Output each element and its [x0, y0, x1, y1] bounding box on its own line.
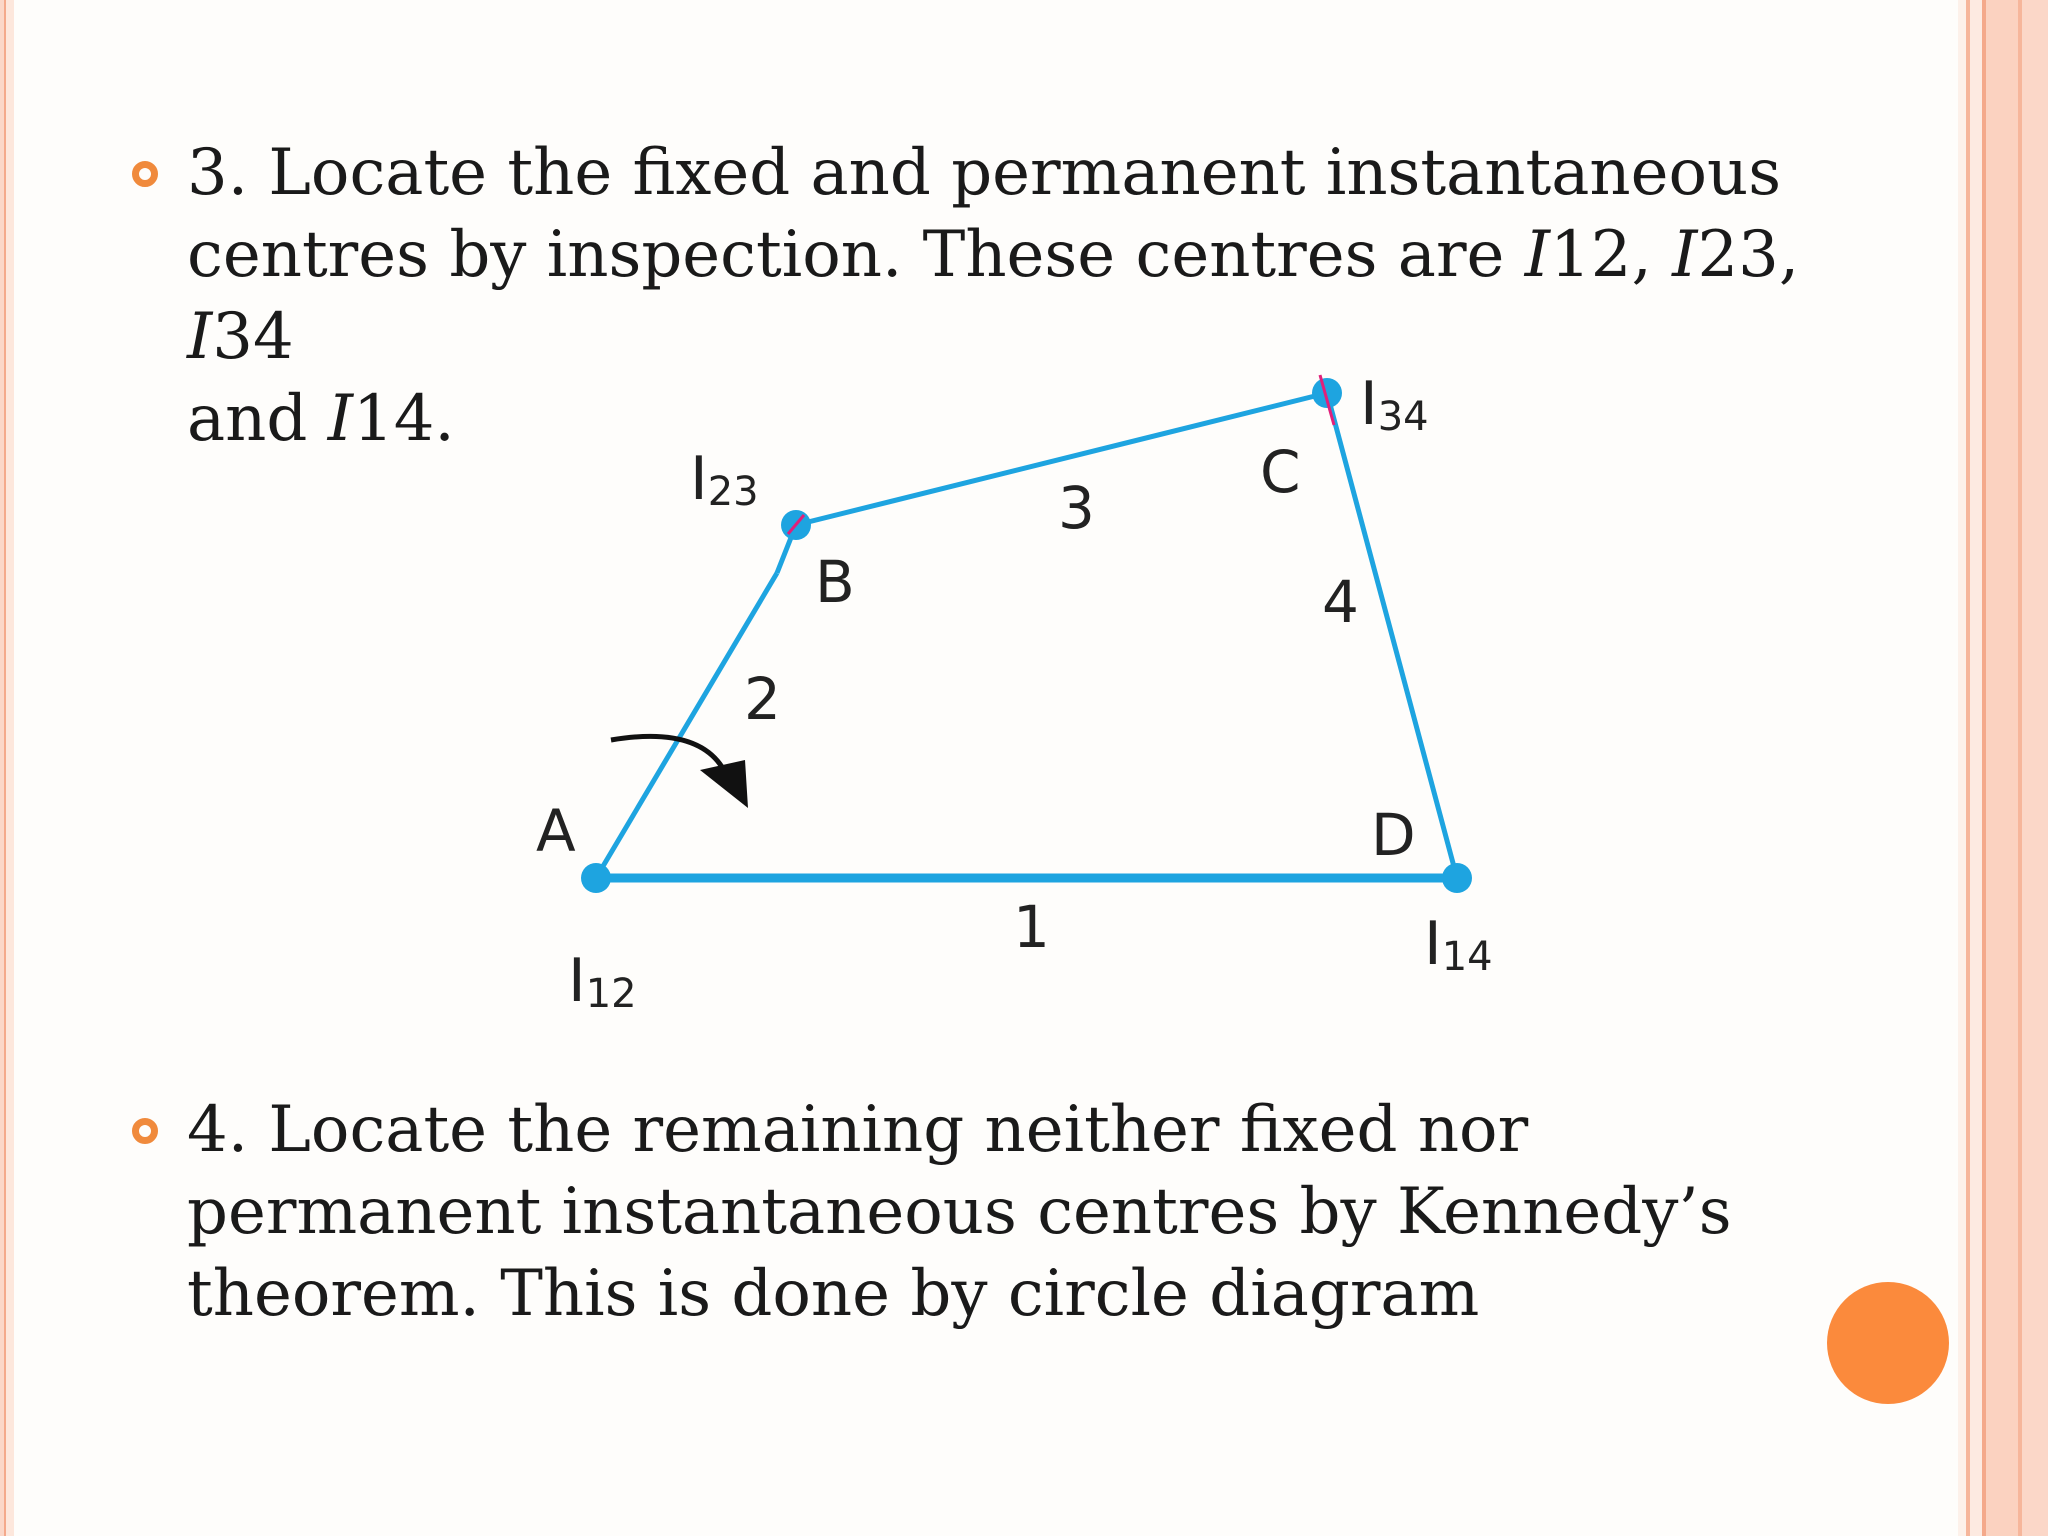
- centre-number: 34: [212, 300, 294, 374]
- centre-symbol: I: [327, 382, 353, 456]
- point-label-a: A: [536, 797, 576, 865]
- centre-label-i23: I23: [690, 444, 759, 515]
- accent-dot: [1827, 1282, 1949, 1404]
- pin-a: [581, 863, 611, 893]
- bullet-text-join: and: [187, 382, 328, 456]
- pin-d: [1442, 863, 1472, 893]
- centre-number: 14.: [352, 382, 455, 456]
- bullet-ring-icon: [132, 1118, 158, 1144]
- bullet-text-4: 4. Locate the remaining neither fixed nor permanent instantaneous centres by Kennedy’s theorem. This is done by circle diagram: [187, 1093, 1732, 1331]
- link-label-2: 2: [744, 665, 781, 733]
- point-label-b: B: [815, 548, 855, 616]
- centre-symbol: I: [1672, 218, 1698, 292]
- link-label-1: 1: [1013, 893, 1050, 961]
- centre-label-i14: I14: [1424, 909, 1493, 980]
- centre-symbol: I: [1524, 218, 1551, 292]
- centre-symbol: I: [187, 300, 213, 374]
- bullet-text-main: 3. Locate the fixed and permanent instantaneous centres by inspection. These centres are: [187, 136, 1782, 292]
- point-label-d: D: [1371, 801, 1416, 869]
- rotation-arrowhead-icon: [700, 760, 748, 808]
- point-label-c: C: [1260, 438, 1301, 506]
- centre-number: 23,: [1697, 218, 1800, 292]
- bullet-item-4: [132, 1089, 1892, 1335]
- centre-number: 12,: [1550, 218, 1673, 292]
- link-label-3: 3: [1058, 474, 1095, 542]
- centre-label-i12: I12: [568, 946, 637, 1017]
- centre-label-i34: I34: [1360, 369, 1429, 440]
- link-label-4: 4: [1322, 568, 1359, 636]
